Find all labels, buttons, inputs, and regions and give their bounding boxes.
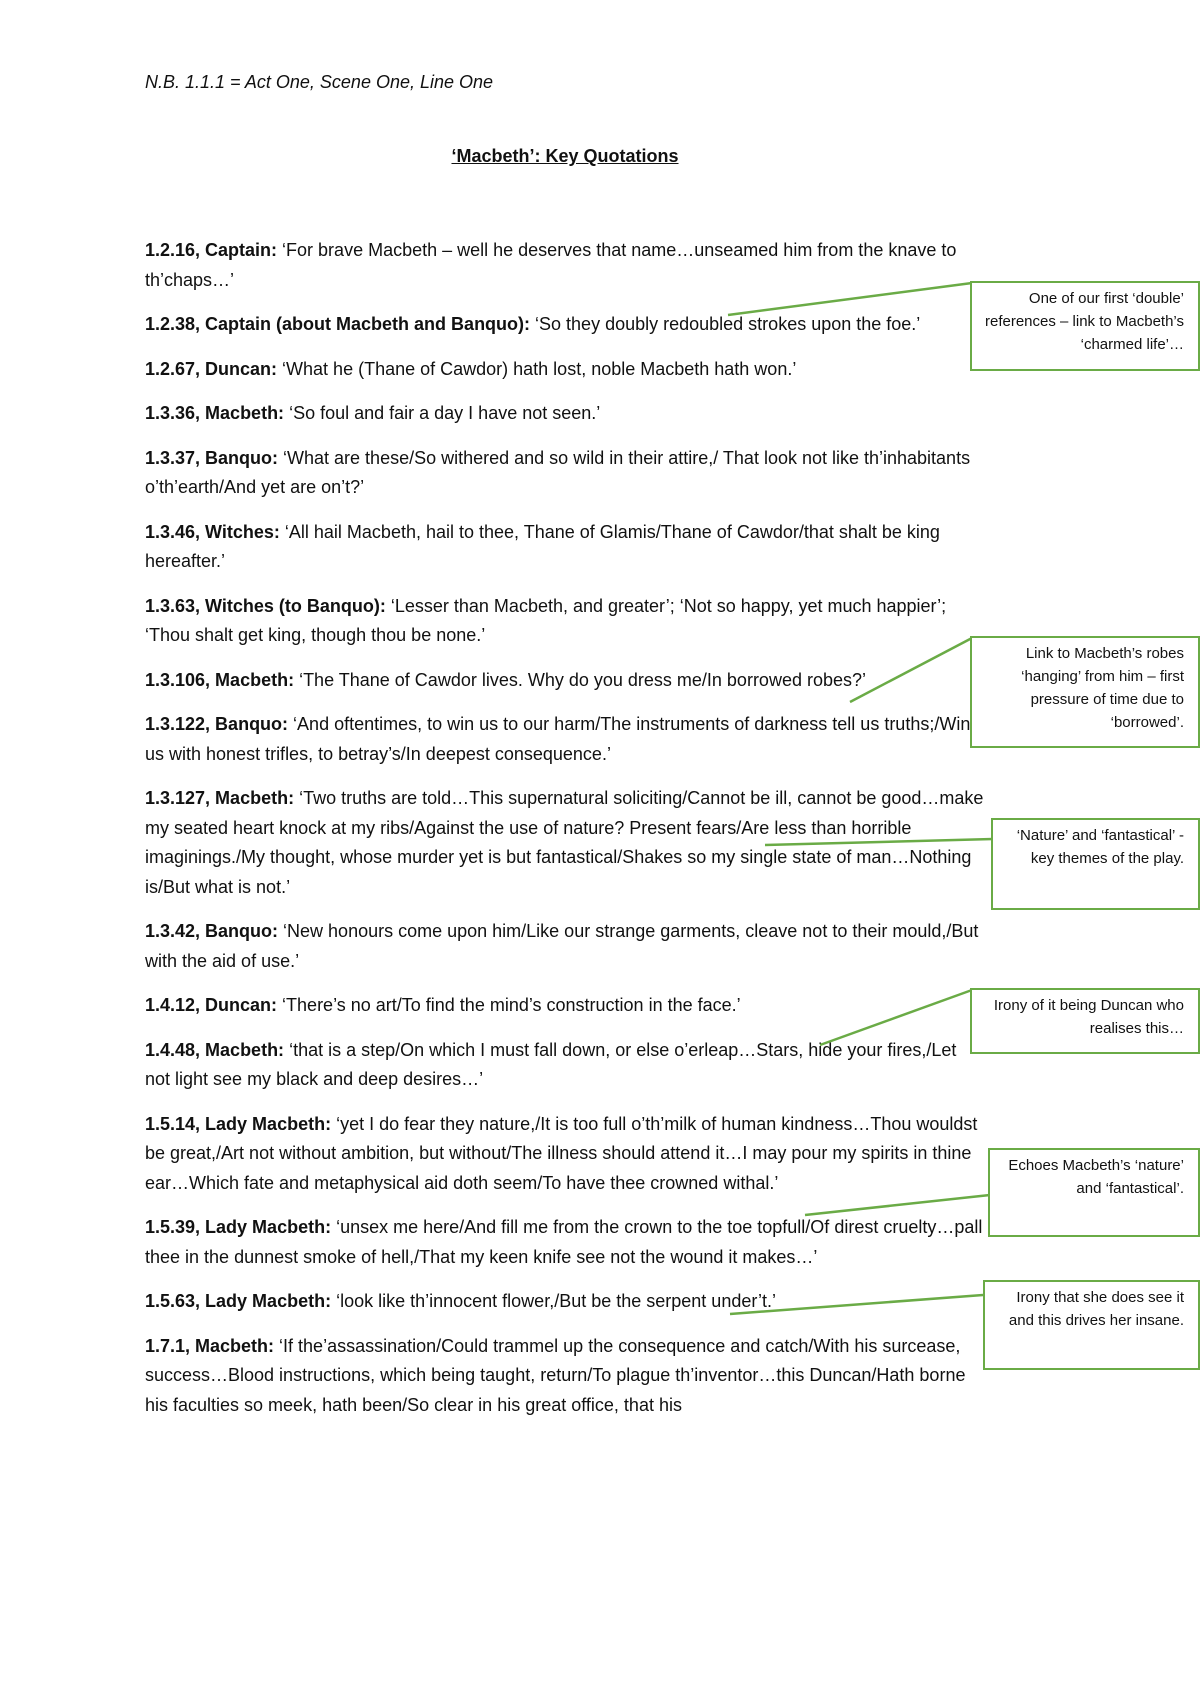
- quote-ref: 1.4.12, Duncan:: [145, 995, 278, 1015]
- connector-line-3: [765, 839, 993, 845]
- quote-ref: 1.3.36, Macbeth:: [145, 403, 285, 423]
- quote-ref: 1.3.106, Macbeth:: [145, 669, 295, 690]
- quote-text: ‘The Thane of Cawdor lives. Why do you dress me/In borrowed robes?’: [294, 669, 867, 690]
- quote-text: ‘What are these/So withered and so wild in their attire,/ That look not like th’inhabitants o’th’earth/And yet are on’t?’: [145, 447, 971, 497]
- quote-text: ‘New honours come upon him/Like our strange garments, cleave not to their mould,/But with the aid of use.’: [145, 921, 979, 971]
- callout-box-borrowed-robes: Link to Macbeth’s robes ‘hanging’ from him – first pressure of time due to ‘borrowed’.: [970, 636, 1200, 748]
- quote-ref: 1.4.48, Macbeth:: [145, 1039, 285, 1060]
- callout-box-duncan-irony: Irony of it being Duncan who realises this…: [970, 988, 1200, 1054]
- quote-ref: 1.3.42, Banquo:: [145, 921, 279, 941]
- callout-box-echoes-macbeth: Echoes Macbeth’s ‘nature’ and ‘fantastical’.: [988, 1148, 1200, 1237]
- quote-text: ‘unsex me here/And fill me from the crown to the toe topfull/Of direst cruelty…pall thee in the dunnest smoke of hell,/That my keen knife see not the wound it makes…’: [145, 1217, 983, 1267]
- quote-text: ‘Lesser than Macbeth, and greater’; ‘Not so happy, yet much happier’; ‘Thou shalt get king, though thou be none.’: [145, 595, 947, 645]
- connector-line-5: [805, 1195, 990, 1215]
- quote-ref: 1.2.38, Captain (about Macbeth and Banquo):: [145, 314, 531, 334]
- quote-ref: 1.2.16, Captain:: [145, 240, 278, 260]
- callout-box-irony-insane: Irony that she does see it and this drives her insane.: [983, 1280, 1200, 1370]
- quote-text: ‘And oftentimes, to win us to our harm/The instruments of darkness tell us truths;/Win us with honest trifles, to betray’s/In deepest consequence.’: [145, 714, 971, 764]
- quote-text: ‘All hail Macbeth, hail to thee, Thane of Glamis/Thane of Cawdor/that shalt be king hereafter.’: [145, 521, 940, 571]
- header-note: N.B. 1.1.1 = Act One, Scene One, Line One: [145, 72, 494, 92]
- quote-text: ‘Two truths are told…This supernatural soliciting/Cannot be ill, cannot be good…make my seated heart knock at my ribs/Against the use of nature? Present fears/Are less than horrible imaginings./My thought, whose murder yet is but fantastical/Shakes so my single state of man…Nothing is/But what is not.’: [145, 788, 984, 897]
- connector-line-6: [730, 1295, 983, 1314]
- quote-ref: 1.2.67, Duncan:: [145, 358, 278, 379]
- quote-ref: 1.7.1, Macbeth:: [145, 1335, 275, 1356]
- page-title: ‘Macbeth’: Key Quotations: [451, 146, 679, 166]
- quote-ref: 1.5.39, Lady Macbeth:: [145, 1217, 332, 1237]
- quote-ref: 1.3.127, Macbeth:: [145, 788, 295, 808]
- quote-ref: 1.3.122, Banquo:: [145, 714, 289, 734]
- quote-text: ‘What he (Thane of Cawdor) hath lost, noble Macbeth hath won.’: [277, 358, 797, 379]
- quote-text: ‘So foul and fair a day I have not seen.’: [284, 403, 601, 423]
- connector-line-1: [728, 283, 972, 315]
- quote-ref: 1.3.37, Banquo:: [145, 447, 279, 468]
- quote-text: ‘look like th’innocent flower,/But be the serpent under’t.’: [331, 1291, 777, 1311]
- callout-box-double-references: One of our first ‘double’ references – link to Macbeth’s ‘charmed life’…: [970, 281, 1200, 371]
- quote-text: ‘If the’assassination/Could trammel up the consequence and catch/With his surcease, success…Blood instructions, which being taught, return/To plague th’inventor…this Duncan/Hath borne his faculties so meek, hath been/So clear in his great office, that his: [145, 1335, 966, 1415]
- connector-line-2: [850, 638, 972, 702]
- quote-text: ‘There’s no art/To find the mind’s construction in the face.’: [277, 995, 741, 1015]
- quote-ref: 1.5.14, Lady Macbeth:: [145, 1113, 332, 1134]
- callout-box-nature-fantastical: ‘Nature’ and ‘fantastical’ - key themes of the play.: [991, 818, 1200, 910]
- connector-line-4: [820, 990, 972, 1045]
- quote-ref: 1.3.63, Witches (to Banquo):: [145, 595, 386, 616]
- quote-ref: 1.5.63, Lady Macbeth:: [145, 1291, 332, 1311]
- quote-text: ‘that is a step/On which I must fall down, or else o’erleap…Stars, hide your fires,/Let not light see my black and deep desires…’: [145, 1039, 957, 1089]
- quote-text: ‘For brave Macbeth – well he deserves that name…unseamed him from the knave to th’chaps…’: [145, 240, 957, 290]
- quote-text: ‘So they doubly redoubled strokes upon the foe.’: [530, 314, 921, 334]
- quote-text: ‘yet I do fear they nature,/It is too full o’th’milk of human kindness…Thou wouldst be great,/Art not without ambition, but without/The illness should attend it…I may pour my spirits in thine ear…Which fate and metaphysical aid doth seem/To have thee crowned withal.’: [145, 1113, 978, 1193]
- quote-ref: 1.3.46, Witches:: [145, 521, 280, 542]
